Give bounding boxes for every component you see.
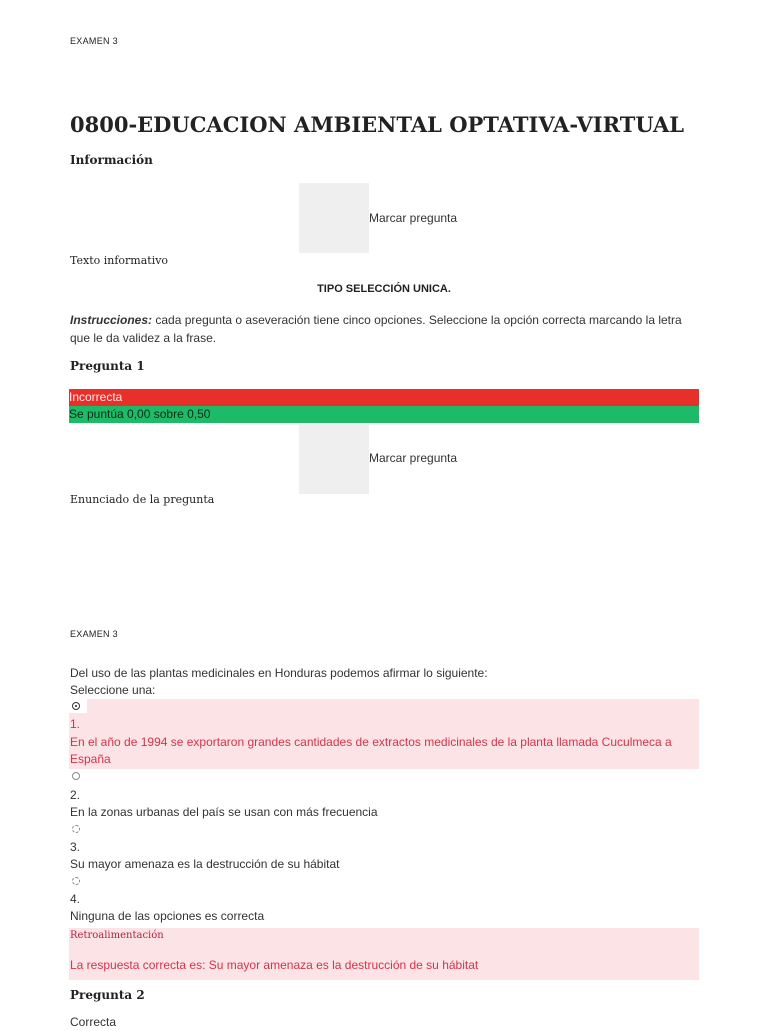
option-3-text[interactable]: Su mayor amenaza es la destrucción de su hábitat <box>70 857 340 871</box>
info-flag-box[interactable] <box>299 183 369 253</box>
question-1-status-bar <box>69 389 699 406</box>
feedback-title: Retroalimentación <box>70 930 164 941</box>
question-1-score-bar <box>69 406 699 423</box>
info-text-label: Texto informativo <box>70 254 169 267</box>
page-title: 0800-EDUCACION AMBIENTAL OPTATIVA-VIRTUAL <box>70 112 685 137</box>
feedback-text: La respuesta correcta es: Su mayor amenaza es la destrucción de su hábitat <box>70 958 479 972</box>
instructions <box>70 311 702 347</box>
option-1-radio[interactable] <box>72 702 80 710</box>
option-2-radio[interactable] <box>72 772 80 780</box>
question-1-text: Del uso de las plantas medicinales en Honduras podemos afirmar lo siguiente: <box>70 666 488 680</box>
question-1-status: Incorrecta <box>69 390 123 404</box>
select-prompt: Seleccione una: <box>70 683 156 697</box>
exam-header-label-repeat: EXAMEN 3 <box>70 629 118 639</box>
question-1-flag-label[interactable]: Marcar pregunta <box>369 451 458 465</box>
question-1-statement-label: Enunciado de la pregunta <box>70 493 215 506</box>
option-3-number: 3. <box>70 840 81 854</box>
exam-header-label: EXAMEN 3 <box>70 36 118 46</box>
option-1-number: 1. <box>70 717 81 731</box>
option-4-text[interactable]: Ninguna de las opciones es correcta <box>70 909 265 923</box>
option-2-number: 2. <box>70 788 81 802</box>
option-3-radio[interactable] <box>72 825 80 833</box>
question-2-heading: Pregunta 2 <box>70 988 145 1002</box>
instructions-text: cada pregunta o aseveración tiene cinco opciones. Seleccione la opción correcta marcando la letra que le da validez a la frase. <box>70 313 682 345</box>
info-flag-label[interactable]: Marcar pregunta <box>369 211 458 225</box>
option-4-number: 4. <box>70 892 81 906</box>
question-1-score: Se puntúa 0,00 sobre 0,50 <box>69 407 211 421</box>
question-1-flag-box[interactable] <box>299 424 369 494</box>
question-2-status: Correcta <box>70 1015 117 1029</box>
question-1-heading: Pregunta 1 <box>70 359 145 373</box>
option-4-radio[interactable] <box>72 877 80 885</box>
instructions-label: Instrucciones: <box>70 313 153 327</box>
type-title: TIPO SELECCIÓN UNICA. <box>317 283 451 295</box>
option-1-text[interactable]: En el año de 1994 se exportaron grandes cantidades de extractos medicinales de la planta llamada Cuculmeca a España <box>70 735 672 766</box>
option-2-text[interactable]: En la zonas urbanas del país se usan con más frecuencia <box>70 805 378 819</box>
info-heading: Información <box>70 153 153 167</box>
